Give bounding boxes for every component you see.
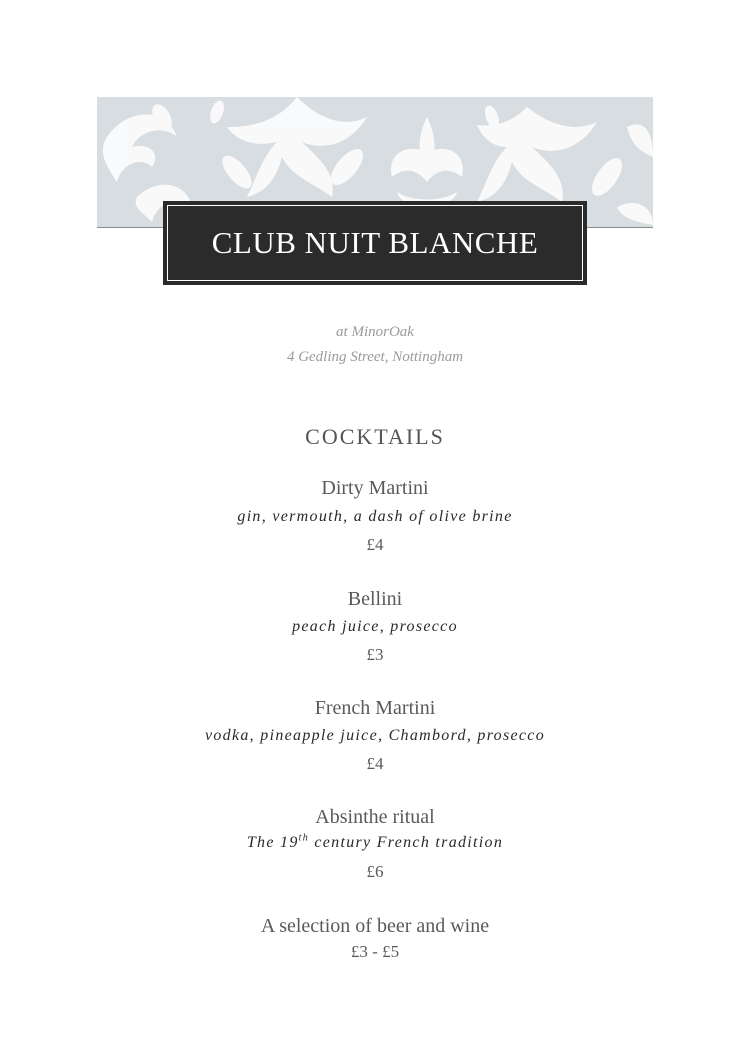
menu-item-name: Absinthe ritual xyxy=(315,806,435,828)
menu-item-name: French Martini xyxy=(314,697,436,719)
page-title: CLUB NUIT BLANCHE xyxy=(211,225,539,260)
section-title: COCKTAILS xyxy=(305,424,445,449)
description-prefix: The 19 xyxy=(246,834,299,851)
title-plaque-frame xyxy=(167,205,583,281)
menu-item-price: £3 xyxy=(366,645,384,664)
menu-item-price: £6 xyxy=(366,862,384,881)
menu-item-description xyxy=(0,834,750,852)
menu-item-name: Bellini xyxy=(347,588,403,610)
menu-item-name: Dirty Martini xyxy=(321,477,429,499)
venue-address: 4 Gedling Street, Nottingham xyxy=(286,349,464,365)
menu-item-description: peach juice, prosecco xyxy=(292,618,458,635)
extras-price: £3 - £5 xyxy=(350,942,400,961)
title-plaque xyxy=(163,201,587,285)
extras-name: A selection of beer and wine xyxy=(260,915,490,937)
menu-item-price: £4 xyxy=(366,754,384,773)
menu-item-description: gin, vermouth, a dash of olive brine xyxy=(237,508,513,525)
venue-name: at MinorOak xyxy=(336,324,414,340)
menu-item-price: £4 xyxy=(366,535,384,554)
menu-item-description: vodka, pineapple juice, Chambord, prosecco xyxy=(204,727,545,744)
ordinal-suffix: th xyxy=(298,832,310,844)
description-suffix: century French tradition xyxy=(309,834,504,851)
